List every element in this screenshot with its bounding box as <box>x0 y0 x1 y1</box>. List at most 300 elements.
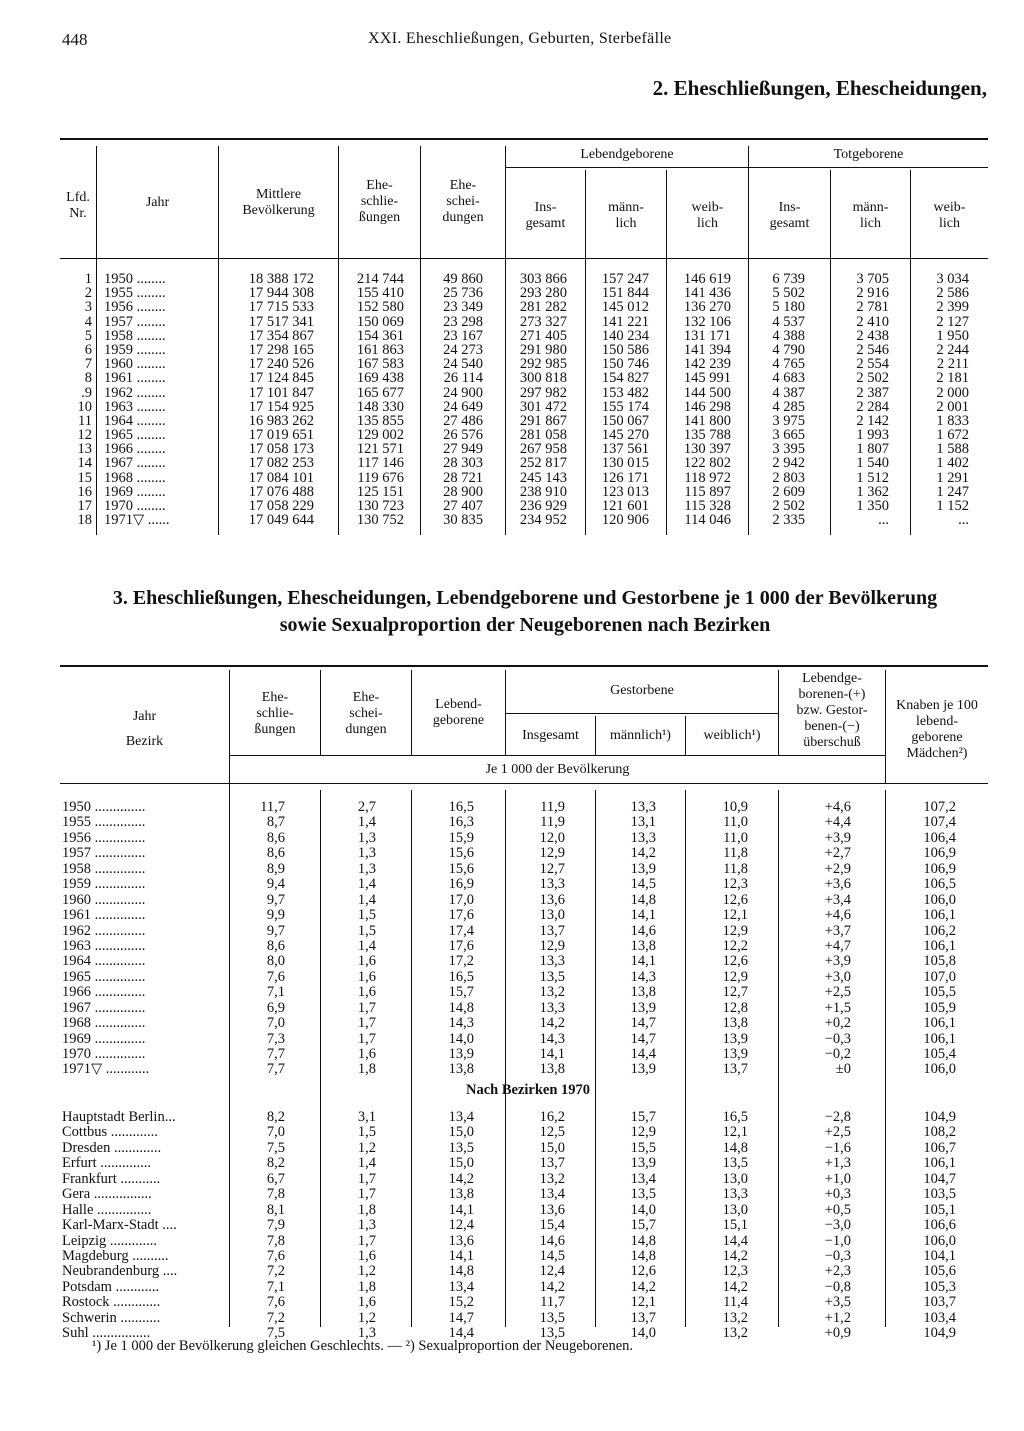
table-cell: 1 291 <box>936 469 969 486</box>
table-cell: Potsdam ............ <box>62 1278 160 1295</box>
table-cell: 3 705 <box>856 271 889 287</box>
table-cell: 1969 ........ <box>104 483 166 500</box>
table-cell: Halle ............... <box>62 1201 152 1218</box>
table-cell: 17,2 <box>448 953 474 970</box>
table-cell: 107,0 <box>923 968 956 985</box>
table-cell: 2 <box>84 285 92 302</box>
table3-header-g-weiblich: weiblich¹) <box>703 728 761 743</box>
table-cell: 15,7 <box>630 1217 656 1234</box>
table-cell: +2,5 <box>824 984 851 1001</box>
table-cell: 13,0 <box>539 907 565 924</box>
table3-header-g-maennlich: männlich¹) <box>610 728 671 743</box>
table-cell: 157 247 <box>601 271 649 287</box>
table-cell: +0,9 <box>824 1325 851 1342</box>
table-cell: 13,5 <box>722 1155 748 1172</box>
table-cell: 1964 .............. <box>62 953 146 970</box>
table-cell: 1,4 <box>357 876 376 893</box>
table-cell: 152 580 <box>356 299 404 316</box>
table-cell: 12,5 <box>539 1124 565 1141</box>
table-cell: 14,7 <box>448 1309 474 1326</box>
table-cell: 13,6 <box>539 1201 565 1218</box>
table-cell: 13,3 <box>722 1186 748 1203</box>
table-cell: 2 181 <box>936 370 969 387</box>
table-cell: 16,5 <box>448 799 474 815</box>
table3-header-gestorbene: Gestorbene <box>610 683 674 698</box>
table-cell: 12,3 <box>722 1263 748 1280</box>
table-cell: 105,4 <box>923 1046 956 1062</box>
table-cell: 107,2 <box>923 799 956 815</box>
table-cell: 4 388 <box>772 327 805 344</box>
table2-col-lb-insgesamt <box>506 272 567 527</box>
table-cell: 13,2 <box>539 984 565 1001</box>
table-cell: 14,1 <box>539 1046 565 1062</box>
table-cell: 24 900 <box>443 384 483 401</box>
table-cell: −0,3 <box>824 1247 851 1264</box>
table2-col-jahr <box>104 272 216 527</box>
table-cell: 13,4 <box>448 1109 474 1125</box>
table-cell: 15 <box>77 469 92 486</box>
table-cell: 1955 .............. <box>62 814 146 831</box>
table-cell: 12,9 <box>539 845 565 862</box>
table-cell: 7,0 <box>266 1124 285 1141</box>
table-cell: 1963 .............. <box>62 937 146 954</box>
table-cell: 106,9 <box>923 845 956 862</box>
table-cell: 271 405 <box>519 327 567 344</box>
table-cell: 150 069 <box>356 313 404 330</box>
table-cell: 144 500 <box>683 384 731 401</box>
table-cell: 17,6 <box>448 907 474 924</box>
table-cell: +4,6 <box>824 799 851 815</box>
table-cell: 2 586 <box>936 285 969 302</box>
table-cell: 26 114 <box>443 370 483 387</box>
table-cell: 4 790 <box>772 341 805 358</box>
table-cell: 1,7 <box>357 1232 376 1249</box>
table-cell: 120 906 <box>601 512 649 529</box>
table-cell: 106,0 <box>923 1061 956 1078</box>
table-cell: 7,3 <box>266 1030 285 1047</box>
table-cell: 8,1 <box>266 1201 285 1218</box>
table-cell: 14,4 <box>630 1046 656 1062</box>
table-cell: 17 101 847 <box>248 384 314 401</box>
table-cell: 105,3 <box>923 1278 956 1295</box>
table-cell: 16,9 <box>448 876 474 893</box>
table-cell: 1,8 <box>357 1201 376 1218</box>
table-cell: 1 247 <box>936 483 969 500</box>
table3-col-g-maennlich <box>596 800 656 1078</box>
table-cell: 13,8 <box>630 937 656 954</box>
table-cell: +3,5 <box>824 1294 851 1311</box>
table-cell: 130 397 <box>683 441 731 458</box>
table-cell: 2 803 <box>772 469 805 486</box>
table-cell: 150 586 <box>601 341 649 358</box>
table-cell: Frankfurt ........... <box>62 1170 161 1187</box>
table-cell: 8,6 <box>266 829 285 846</box>
table-cell: 125 151 <box>356 483 404 500</box>
table-cell: 9,7 <box>266 891 285 908</box>
table-cell: 1963 ........ <box>104 398 166 415</box>
table-cell: 291 980 <box>519 341 567 358</box>
table-cell: 14,8 <box>448 1263 474 1280</box>
table-cell: 1 152 <box>936 498 969 514</box>
table3-header-jahr: Jahr <box>132 709 157 724</box>
table-cell: 12,9 <box>539 937 565 954</box>
table-cell: 7,9 <box>266 1217 285 1234</box>
table-cell: 1 402 <box>936 455 969 472</box>
table-cell: 104,9 <box>923 1325 956 1342</box>
table-cell: Neubrandenburg .... <box>62 1263 178 1280</box>
table2-col-eheschliessungen <box>340 272 404 527</box>
table-cell: 303 866 <box>519 271 567 287</box>
table3-col-ehescheidungen <box>321 800 376 1078</box>
table3-col-ueberschuss <box>779 800 851 1078</box>
table2-header-lebendgeborene: Lebendgeborene <box>580 147 674 162</box>
table3-header-g-insgesamt: Insgesamt <box>522 728 579 743</box>
table-cell: 2 502 <box>772 498 805 514</box>
table-cell: 281 058 <box>519 427 567 444</box>
table-cell: 14,1 <box>448 1247 474 1264</box>
table-cell: 13,2 <box>722 1325 748 1342</box>
table-cell: 1,6 <box>357 1247 376 1264</box>
table-cell: 8,7 <box>266 814 285 831</box>
table-cell: 148 330 <box>356 398 404 415</box>
table-cell: 1971▽ ...... <box>104 512 170 529</box>
table-cell: 15,7 <box>448 984 474 1001</box>
table-cell: 1,6 <box>357 1046 376 1062</box>
table-cell: 1,4 <box>357 814 376 831</box>
table-cell: 12,1 <box>630 1294 656 1311</box>
table-cell: 106,4 <box>923 829 956 846</box>
table-cell: 106,0 <box>923 891 956 908</box>
table-cell: 135 788 <box>683 427 731 444</box>
table-cell: 23 349 <box>443 299 483 316</box>
table-cell: 23 167 <box>443 327 483 344</box>
table2-header-lfd: Lfd. Nr. <box>66 190 90 221</box>
table-cell: 17 354 867 <box>248 327 314 344</box>
table3-group-rule <box>506 713 778 714</box>
table-cell: 27 949 <box>443 441 483 458</box>
table2-header-bevoelkerung: Mittlere Bevölkerung <box>242 187 315 218</box>
table-cell: 15,9 <box>448 829 474 846</box>
table2-title: 2. Eheschließungen, Ehescheidungen, <box>652 76 987 100</box>
table-cell: 16,2 <box>539 1109 565 1125</box>
table-cell: 7,1 <box>266 984 285 1001</box>
table-cell: 1,3 <box>357 845 376 862</box>
table-cell: 2 335 <box>772 512 805 529</box>
table-cell: 13,3 <box>539 876 565 893</box>
table-cell: 15,1 <box>722 1217 748 1234</box>
table-cell: 1955 ........ <box>104 285 166 302</box>
table-cell: 132 106 <box>683 313 731 330</box>
table-cell: 6,9 <box>266 999 285 1016</box>
table-cell: +1,3 <box>824 1155 851 1172</box>
table-cell: 1966 ........ <box>104 441 166 458</box>
table-cell: 14,2 <box>630 845 656 862</box>
table-cell: 11 <box>78 412 92 429</box>
table3-col-bz-g-insgesamt <box>506 1110 565 1342</box>
table-cell: −0,3 <box>824 1030 851 1047</box>
table-cell: 105,8 <box>923 953 956 970</box>
table-cell: 106,1 <box>923 937 956 954</box>
table-cell: 293 280 <box>519 285 567 302</box>
table-cell: 119 676 <box>357 469 404 486</box>
table-cell: 1967 .............. <box>62 999 146 1016</box>
table-cell: 1,3 <box>357 1325 376 1342</box>
table-cell: 12,9 <box>722 922 748 939</box>
table-cell: 12,2 <box>722 937 748 954</box>
table-cell: 2 284 <box>856 398 889 415</box>
table-cell: 1965 .............. <box>62 968 146 985</box>
table-cell: 9,4 <box>266 876 285 893</box>
table-cell: 12,1 <box>722 907 748 924</box>
footnote: ¹) Je 1 000 der Bevölkerung gleichen Geschlechts. — ²) Sexualproportion der Neugeborenen. <box>92 1338 634 1354</box>
table-cell: 1950 .............. <box>62 799 146 815</box>
table-cell: 13,4 <box>448 1278 474 1295</box>
table-cell: −1,0 <box>824 1232 851 1249</box>
table-cell: 17 517 341 <box>248 313 314 330</box>
table-cell: 14,0 <box>448 1030 474 1047</box>
table-cell: 27 407 <box>443 498 483 514</box>
table-cell: 1958 .............. <box>62 860 146 877</box>
table-cell: 2 438 <box>856 327 889 344</box>
table-cell: 15,0 <box>448 1124 474 1141</box>
table-cell: 153 482 <box>601 384 649 401</box>
table-cell: 1956 .............. <box>62 829 146 846</box>
table-cell: 17 944 308 <box>248 285 314 302</box>
table-cell: 15,6 <box>448 845 474 862</box>
table-cell: 107,4 <box>923 814 956 831</box>
table-cell: −2,8 <box>824 1109 851 1125</box>
table-cell: 14,2 <box>722 1278 748 1295</box>
table-cell: 1960 .............. <box>62 891 146 908</box>
table-cell: +2,7 <box>824 845 851 862</box>
table-cell: 14,2 <box>539 1015 565 1032</box>
table-cell: 155 410 <box>356 285 404 302</box>
table-cell: Schwerin ........... <box>62 1309 161 1326</box>
table-cell: 2 399 <box>936 299 969 316</box>
table-cell: 7,2 <box>266 1263 285 1280</box>
table-cell: 2 142 <box>856 412 889 429</box>
table-cell: 1,6 <box>357 968 376 985</box>
table-cell: 103,7 <box>923 1294 956 1311</box>
table-cell: 2 502 <box>856 370 889 387</box>
table-cell: 292 985 <box>519 356 567 373</box>
table-cell: 16 <box>77 483 92 500</box>
table-cell: 15,5 <box>630 1139 656 1156</box>
table-cell: +3,0 <box>824 968 851 985</box>
table-cell: .9 <box>81 384 92 401</box>
table-cell: 12,7 <box>539 860 565 877</box>
table2-header-rule <box>60 258 988 259</box>
table-cell: 1 672 <box>936 427 969 444</box>
table-cell: ... <box>958 512 969 529</box>
table-cell: ... <box>878 512 889 529</box>
table-cell: 1,7 <box>357 1030 376 1047</box>
table3-col-bz-eheschliessungen <box>230 1110 285 1342</box>
table-cell: 16,3 <box>448 814 474 831</box>
table2-col-lb-maennlich <box>586 272 649 527</box>
table-cell: 15,0 <box>448 1155 474 1172</box>
table3-col-knaben <box>886 800 956 1078</box>
table-cell: 1 993 <box>856 427 889 444</box>
table-cell: 17 124 845 <box>248 370 314 387</box>
table-cell: 14,8 <box>722 1139 748 1156</box>
table-cell: 10,9 <box>722 799 748 815</box>
table3-col-lebendgeborene <box>412 800 474 1078</box>
table-cell: 13,7 <box>539 1155 565 1172</box>
table-cell: 105,9 <box>923 999 956 1016</box>
table-cell: 252 817 <box>519 455 567 472</box>
table3-col-g-weiblich <box>686 800 748 1078</box>
table-cell: 106,5 <box>923 876 956 893</box>
table-cell: 14,8 <box>630 1247 656 1264</box>
table-cell: 1959 .............. <box>62 876 146 893</box>
table-cell: 23 298 <box>443 313 483 330</box>
table-cell: 301 472 <box>519 398 567 415</box>
table-cell: 13,9 <box>630 999 656 1016</box>
table-cell: 27 486 <box>443 412 483 429</box>
table-cell: 13,7 <box>722 1061 748 1078</box>
table-cell: 1962 ........ <box>104 384 166 401</box>
table-cell: 15,4 <box>539 1217 565 1234</box>
table-cell: 1,6 <box>357 984 376 1001</box>
table-cell: 2 000 <box>936 384 969 401</box>
table-cell: 121 571 <box>356 441 404 458</box>
table-cell: 14,6 <box>630 922 656 939</box>
table-cell: 1,7 <box>357 1186 376 1203</box>
table2-header-tg-weiblich: weib- lich <box>933 200 966 231</box>
table-cell: 13 <box>77 441 92 458</box>
table-cell: 14,3 <box>448 1015 474 1032</box>
table-cell: 1,7 <box>357 999 376 1016</box>
table-cell: 8,6 <box>266 937 285 954</box>
table-cell: 6,7 <box>266 1170 285 1187</box>
table-cell: 1,6 <box>357 1294 376 1311</box>
table-cell: 15,6 <box>448 860 474 877</box>
table-cell: 1 <box>84 271 92 287</box>
table2-col-lb-weiblich <box>667 272 731 527</box>
table-cell: +0,2 <box>824 1015 851 1032</box>
table-cell: 105,5 <box>923 984 956 1001</box>
table2-col-lfd <box>60 272 92 527</box>
table-cell: 14,8 <box>630 1232 656 1249</box>
table-cell: 14,2 <box>539 1278 565 1295</box>
table-cell: 14,4 <box>722 1232 748 1249</box>
table-cell: 169 438 <box>356 370 404 387</box>
table-cell: 141 394 <box>683 341 731 358</box>
table-cell: 214 744 <box>356 271 404 287</box>
table-cell: 13,3 <box>630 799 656 815</box>
table3-header-unit: Je 1 000 der Bevölkerung <box>485 762 630 777</box>
table-cell: 1,8 <box>357 1278 376 1295</box>
table-cell: 17 082 253 <box>248 455 314 472</box>
table-cell: 13,5 <box>630 1186 656 1203</box>
table-cell: 1,3 <box>357 829 376 846</box>
table-cell: 106,2 <box>923 922 956 939</box>
table-cell: 1,8 <box>357 1061 376 1078</box>
table-cell: 18 388 172 <box>248 271 314 287</box>
table-cell: 1,3 <box>357 1217 376 1234</box>
table-cell: 135 855 <box>356 412 404 429</box>
table3-col-jahr <box>62 800 222 1078</box>
table3-header-rule <box>60 783 988 784</box>
table-cell: 2,7 <box>357 799 376 815</box>
table2-header-tg-insgesamt: Ins- gesamt <box>769 200 810 231</box>
table-cell: +3,9 <box>824 829 851 846</box>
table-cell: 151 844 <box>601 285 649 302</box>
table-cell: 2 942 <box>772 455 805 472</box>
table-cell: 12,4 <box>448 1217 474 1234</box>
table2-col-tg-insgesamt <box>749 272 805 527</box>
table-cell: 8 <box>84 370 92 387</box>
table-cell: 13,0 <box>722 1201 748 1218</box>
table-cell: 155 174 <box>601 398 649 415</box>
table-cell: 11,8 <box>723 845 748 862</box>
table-cell: 13,3 <box>539 999 565 1016</box>
table-cell: 1 540 <box>856 455 889 472</box>
table-cell: 17 049 644 <box>248 512 314 529</box>
table-cell: 15,7 <box>630 1109 656 1125</box>
table-cell: 16,5 <box>722 1109 748 1125</box>
table-cell: 7 <box>84 356 92 373</box>
table-cell: 4 387 <box>772 384 805 401</box>
table-cell: 13,1 <box>630 814 656 831</box>
table-cell: +1,0 <box>824 1170 851 1187</box>
table-cell: 1 512 <box>856 469 889 486</box>
table-cell: 1,7 <box>357 1015 376 1032</box>
table3-col-eheschliessungen <box>230 800 285 1078</box>
table-cell: 14,4 <box>448 1325 474 1342</box>
table-cell: 1,5 <box>357 922 376 939</box>
table-cell: 17 240 526 <box>248 356 314 373</box>
table-cell: 145 012 <box>601 299 649 316</box>
table-cell: 1,2 <box>357 1263 376 1280</box>
table-cell: 12,0 <box>539 829 565 846</box>
table3-top-rule <box>60 665 988 667</box>
table-cell: 17 154 925 <box>248 398 314 415</box>
table-cell: 121 601 <box>601 498 649 514</box>
table-cell: 245 143 <box>519 469 567 486</box>
table-cell: 3,1 <box>357 1109 376 1125</box>
table-cell: 5 <box>84 327 92 344</box>
table-cell: 8,0 <box>266 953 285 970</box>
table-cell: 6 <box>84 341 92 358</box>
table-cell: 13,0 <box>722 1170 748 1187</box>
table-cell: 2 609 <box>772 483 805 500</box>
table-cell: 7,1 <box>266 1278 285 1295</box>
table-cell: 1968 ........ <box>104 469 166 486</box>
table-cell: 1 350 <box>856 498 889 514</box>
table-cell: 7,6 <box>266 1247 285 1264</box>
table-cell: 13,9 <box>722 1046 748 1062</box>
table-cell: 13,7 <box>630 1309 656 1326</box>
table-cell: 122 802 <box>683 455 731 472</box>
table-cell: 11,9 <box>540 814 565 831</box>
table-cell: 11,9 <box>540 799 565 815</box>
table-cell: 234 952 <box>519 512 567 529</box>
table-cell: 12,9 <box>630 1124 656 1141</box>
table-cell: 1956 ........ <box>104 299 166 316</box>
table-cell: 12,8 <box>722 999 748 1016</box>
table-cell: 14,1 <box>448 1201 474 1218</box>
table-cell: +0,5 <box>824 1201 851 1218</box>
table-cell: 1,2 <box>357 1139 376 1156</box>
table3-header-ehescheidungen: Ehe- schei- dungen <box>345 690 387 737</box>
table-cell: 14,7 <box>630 1030 656 1047</box>
table-cell: 13,5 <box>448 1139 474 1156</box>
table-cell: 104,9 <box>923 1109 956 1125</box>
table-cell: 13,2 <box>539 1170 565 1187</box>
table-cell: 118 972 <box>684 469 731 486</box>
